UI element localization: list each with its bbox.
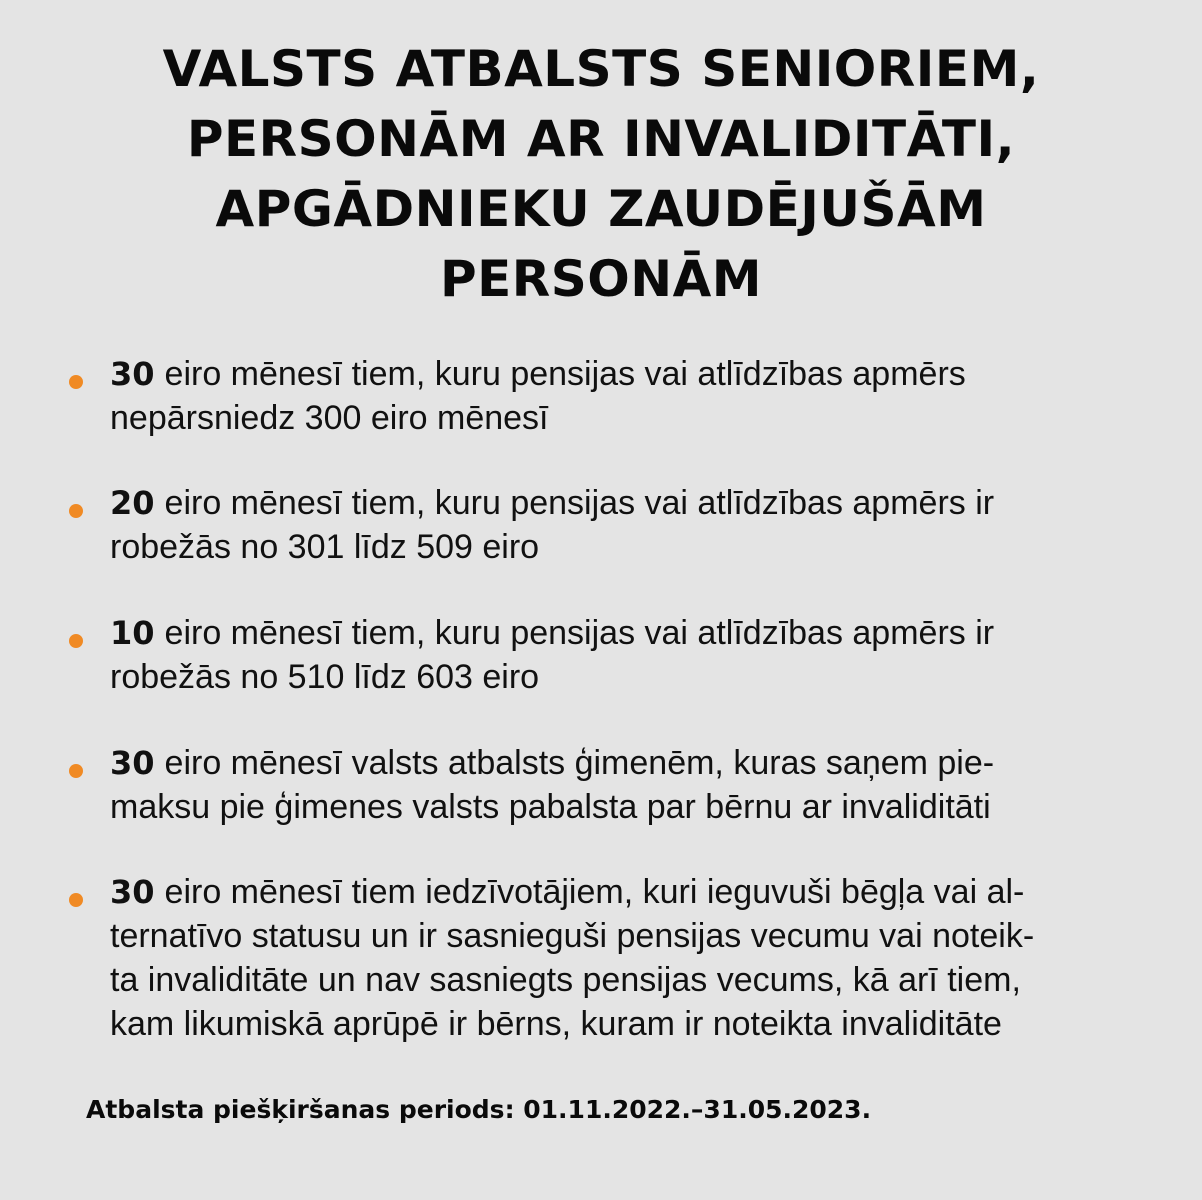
support-item-line xyxy=(110,611,1170,655)
title-line-2: PERSONĀM AR INVALIDITĀTI, xyxy=(186,110,1016,168)
support-item-text: eiro mēnesī tiem iedzīvotājiem, kuri ieguvuši bēgļa vai al- xyxy=(164,873,1025,911)
support-item-line: kam likumiskā aprūpē ir bērns, kuram ir noteikta invaliditāte xyxy=(110,1005,1002,1043)
bullet-icon xyxy=(69,634,83,648)
support-item-line: ta invaliditāte un nav sasniegts pensijas vecums, kā arī tiem, xyxy=(110,961,1021,999)
support-item-text: eiro mēnesī valsts atbalsts ģimenēm, kuras saņem pie- xyxy=(164,744,995,782)
bullet-icon xyxy=(69,764,83,778)
title-line-4: PERSONĀM xyxy=(439,250,763,308)
support-item-text: eiro mēnesī tiem, kuru pensijas vai atlīdzības apmērs ir xyxy=(164,484,995,522)
support-item-line xyxy=(110,870,1170,914)
support-item-line: ternatīvo statusu un ir sasnieguši pensijas vecumu vai noteik- xyxy=(110,917,1035,955)
title-line-3: APGĀDNIEKU ZAUDĒJUŠĀM xyxy=(215,180,987,238)
bullet-icon xyxy=(69,504,83,518)
support-item-2 xyxy=(110,481,1170,569)
support-item-line xyxy=(110,741,1170,785)
support-item-line xyxy=(110,481,1170,525)
support-item-text: eiro mēnesī tiem, kuru pensijas vai atlīdzības apmērs xyxy=(164,355,966,393)
support-item-3 xyxy=(110,611,1170,699)
title-line-1: VALSTS ATBALSTS SENIORIEM, xyxy=(162,40,1040,98)
support-amount: 20 xyxy=(110,484,155,522)
bullet-icon xyxy=(69,375,83,389)
support-item-line: nepārsniedz 300 eiro mēnesī xyxy=(110,399,549,437)
support-item-5 xyxy=(110,870,1170,1046)
support-item-line: robežās no 301 līdz 509 eiro xyxy=(110,528,540,566)
support-period-note: Atbalsta piešķiršanas periods: 01.11.2022.–31.05.2023. xyxy=(86,1095,872,1124)
support-amount: 30 xyxy=(110,355,155,393)
support-item-text: eiro mēnesī tiem, kuru pensijas vai atlīdzības apmērs ir xyxy=(164,614,995,652)
support-item-line: robežās no 510 līdz 603 eiro xyxy=(110,658,540,696)
support-amount: 10 xyxy=(110,614,155,652)
support-amount: 30 xyxy=(110,873,155,911)
support-item-1 xyxy=(110,352,1170,440)
bullet-icon xyxy=(69,893,83,907)
page-title xyxy=(0,34,1202,314)
support-item-line: maksu pie ģimenes valsts pabalsta par bērnu ar invaliditāti xyxy=(110,788,991,826)
support-item-4 xyxy=(110,741,1170,829)
support-amount: 30 xyxy=(110,744,155,782)
support-item-line xyxy=(110,352,1170,396)
